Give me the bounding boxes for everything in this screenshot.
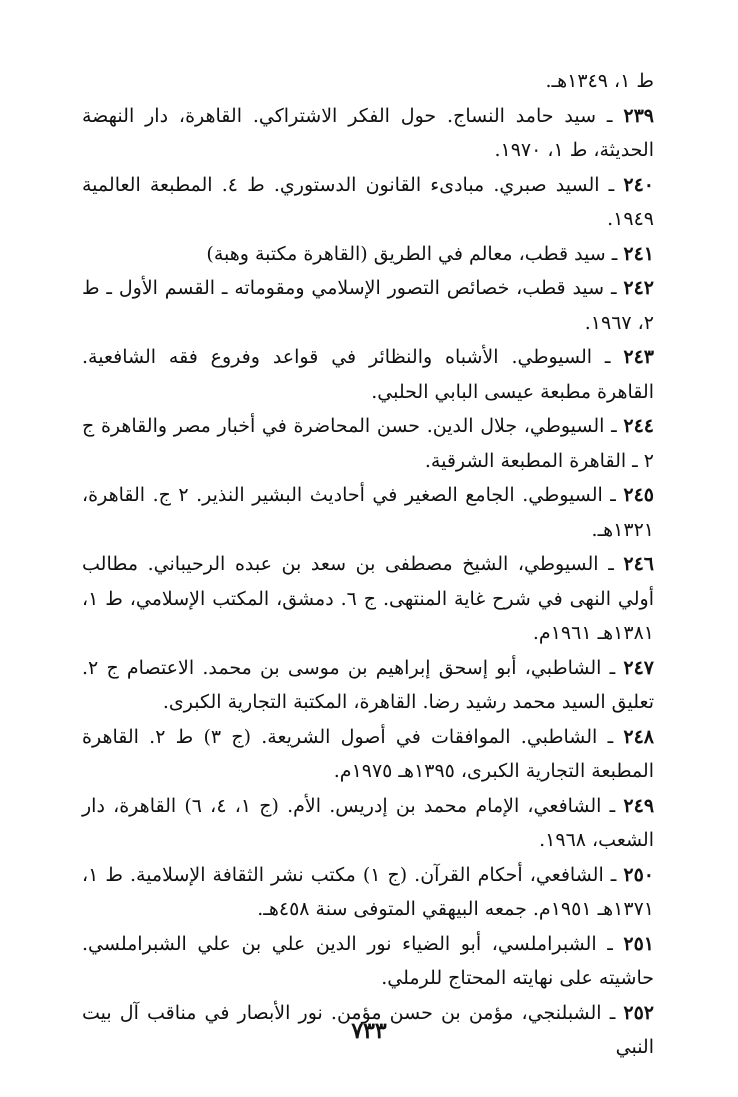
bib-entry-243: ٢٤٣ ـ السيوطي. الأشباه والنظائر في قواعد وفروع فقه الشافعية. القاهرة مطبعة عيسى البابي الحلبي.	[82, 346, 654, 403]
bib-entry-249: ٢٤٩ ـ الشافعي، الإمام محمد بن إدريس. الأم. (ج ١، ٤، ٦) القاهرة، دار الشعب، ١٩٦٨.	[82, 794, 655, 851]
bib-entry-248: ٢٤٨ ـ الشاطبي. الموافقات في أصول الشريعة. (ج ٣) ط ٢. القاهرة المطبعة التجارية الكبرى، ١٣٩٥هـ ١٩٧٥م.	[82, 725, 654, 782]
entry-text: الشاطبي، أبو إسحق إبراهيم بن موسى بن محمد. الاعتصام ج ٢. تعليق السيد محمد رشيد رضا. القاهرة، المكتبة التجارية الكبرى.	[82, 656, 654, 713]
bib-entry-250: ٢٥٠ ـ الشافعي، أحكام القرآن. (ج ١) مكتب نشر الثقافة الإسلامية. ط ١، ١٣٧١هـ ١٩٥١م. جمعه البيهقي المتوفى سنة ٤٥٨هـ.	[82, 863, 654, 920]
entry-text: الشافعي، الإمام محمد بن إدريس. الأم. (ج ١، ٤، ٦) القاهرة، دار الشعب، ١٩٦٨.	[82, 794, 654, 851]
entry-number: ٢٤٥	[623, 484, 654, 506]
entry-number: ٢٤٢	[623, 277, 654, 299]
bib-entry-244: ٢٤٤ ـ السيوطي، جلال الدين. حسن المحاضرة في أخبار مصر والقاهرة ج ٢ ـ القاهرة المطبعة الشرقية.	[82, 415, 654, 472]
bib-entry-241: ٢٤١ ـ سيد قطب، معالم في الطريق (القاهرة مكتبة وهبة)	[206, 242, 654, 265]
bib-entry-251: ٢٥١ ـ الشبراملسي، أبو الضياء نور الدين علي بن علي الشبراملسي. حاشيته على نهايته المحتاج للرملي.	[82, 932, 654, 989]
entry-number: ٢٤٣	[623, 346, 654, 368]
entry-text: السيوطي، الشيخ مصطفى بن سعد بن عبده الرحيباني. مطالب أولي النهى في شرح غاية المنتهى. ج ٦. دمشق، المكتب الإسلامي، ط ١، ١٣٨١هـ ١٩٦١م.	[82, 553, 654, 644]
entry-number: ٢٤٤	[623, 415, 654, 437]
bib-entry-252: ٢٥٢ ـ الشبلنجي، مؤمن بن حسن مؤمن. نور الأبصار في مناقب آل بيت النبي	[82, 1001, 654, 1058]
entry-number: ٢٤٠	[623, 173, 654, 196]
entry-text: الشاطبي. الموافقات في أصول الشريعة. (ج ٣) ط ٢. القاهرة المطبعة التجارية الكبرى، ١٣٩٥هـ ١٩٧٥م.	[82, 725, 654, 782]
bibliography-page	[82, 64, 654, 1065]
entry-text: السيد صبري. مبادىء القانون الدستوري. ط ٤. المطبعة العالمية ١٩٤٩.	[82, 173, 654, 230]
entry-text: سيد حامد النساج. حول الفكر الاشتراكي. القاهرة، دار النهضة الحديثة، ط ١، ١٩٧٠.	[82, 104, 654, 161]
entry-number: ٢٤٦	[623, 553, 655, 575]
bib-entry-247: ٢٤٧ ـ الشاطبي، أبو إسحق إبراهيم بن موسى بن محمد. الاعتصام ج ٢. تعليق السيد محمد رشيد رضا. القاهرة، المكتبة التجارية الكبرى.	[82, 656, 654, 713]
bib-entry-239: ٢٣٩ ـ سيد حامد النساج. حول الفكر الاشتراكي. القاهرة، دار النهضة الحديثة، ط ١، ١٩٧٠.	[82, 104, 655, 161]
entry-number: ٢٥٠	[623, 863, 654, 886]
entry-text: سيد قطب، خصائص التصور الإسلامي ومقوماته ـ القسم الأول ـ ط ٢، ١٩٦٧.	[82, 277, 654, 334]
bib-entry-240: ٢٤٠ ـ السيد صبري. مبادىء القانون الدستوري. ط ٤. المطبعة العالمية ١٩٤٩.	[82, 173, 654, 230]
entry-text: الشبراملسي، أبو الضياء نور الدين علي بن علي الشبراملسي. حاشيته على نهايته المحتاج للرملي.	[82, 932, 654, 989]
entry-number: ٢٥١	[623, 932, 654, 955]
bib-entry-242: ٢٤٢ ـ سيد قطب، خصائص التصور الإسلامي ومقوماته ـ القسم الأول ـ ط ٢، ١٩٦٧.	[82, 277, 654, 334]
entry-text: الشبلنجي، مؤمن بن حسن مؤمن. نور الأبصار في مناقب آل بيت النبي	[82, 1001, 654, 1058]
bib-entry-245: ٢٤٥ ـ السيوطي. الجامع الصغير في أحاديث البشير النذير. ٢ ج. القاهرة، ١٣٢١هـ.	[82, 484, 654, 541]
entry-number: ٢٤٨	[623, 725, 654, 748]
entry-text: السيوطي. الجامع الصغير في أحاديث البشير النذير. ٢ ج. القاهرة، ١٣٢١هـ.	[82, 484, 654, 541]
entry-number: ٢٤٩	[623, 794, 655, 817]
continuation-line: ط ١، ١٣٤٩هـ.	[545, 70, 654, 92]
entry-text: سيد قطب، معالم في الطريق (القاهرة مكتبة وهبة)	[206, 242, 606, 265]
bib-entry-246: ٢٤٦ ـ السيوطي، الشيخ مصطفى بن سعد بن عبده الرحيباني. مطالب أولي النهى في شرح غاية المنتهى. ج ٦. دمشق، المكتب الإسلامي، ط ١، ١٣٨١هـ ١٩٦١م.	[82, 553, 655, 644]
entry-text: السيوطي، جلال الدين. حسن المحاضرة في أخبار مصر والقاهرة ج ٢ ـ القاهرة المطبعة الشرقية.	[82, 415, 654, 472]
page-number: ٧٣٣	[351, 1018, 387, 1044]
entry-number: ٢٤٧	[623, 656, 654, 679]
entry-number: ٢٣٩	[623, 104, 655, 127]
entry-number: ٢٥٢	[623, 1001, 654, 1024]
entry-number: ٢٤١	[623, 242, 654, 265]
entry-text: السيوطي. الأشباه والنظائر في قواعد وفروع فقه الشافعية. القاهرة مطبعة عيسى البابي الحلبي.	[82, 346, 654, 403]
entry-text: الشافعي، أحكام القرآن. (ج ١) مكتب نشر الثقافة الإسلامية. ط ١، ١٣٧١هـ ١٩٥١م. جمعه البيهقي المتوفى سنة ٤٥٨هـ.	[82, 863, 654, 920]
